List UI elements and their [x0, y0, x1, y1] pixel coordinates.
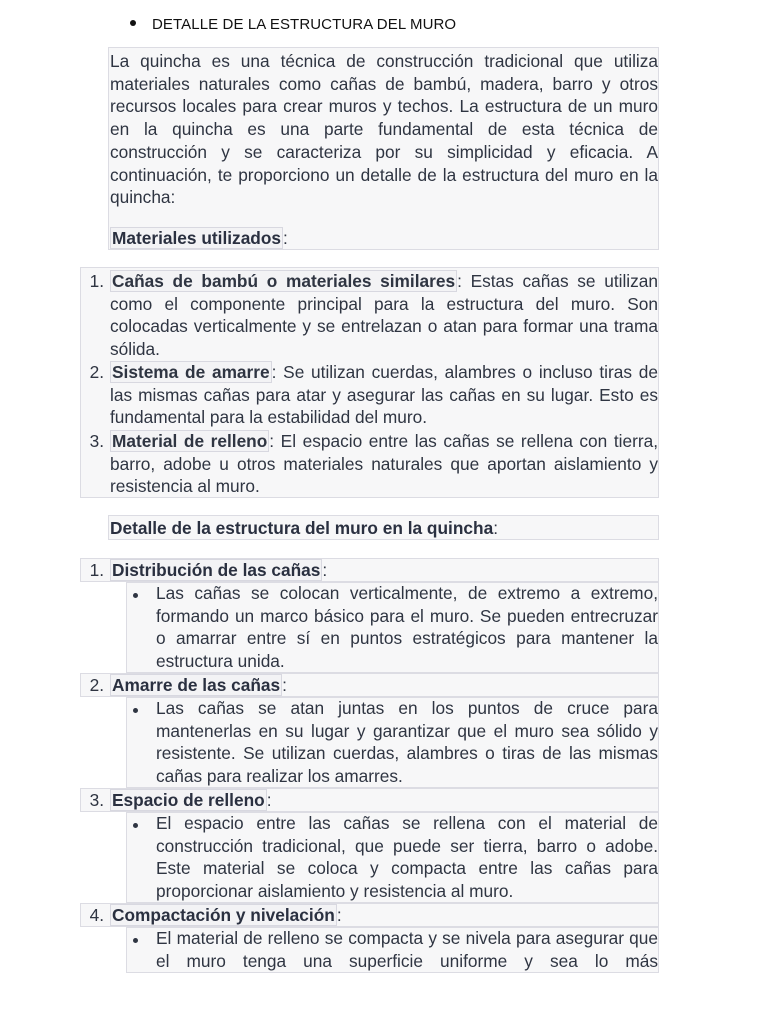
colon: :	[266, 790, 272, 810]
step-heading-2	[110, 674, 287, 697]
section-heading-text: DETALLE DE LA ESTRUCTURA DEL MURO	[152, 16, 457, 33]
bullet-dot-icon	[133, 823, 138, 828]
list-number: 3.	[89, 431, 104, 451]
list-item-materials-1	[110, 270, 658, 361]
intro-paragraph: La quincha es una técnica de construcción tradicional que utiliza materiales naturales como cañas de bambú, madera, barro y otros recursos locales para crear muros y techos. La estructura de un muro en la quincha es una parte fundamental de esta técnica de construcción y se caracteriza por su simplicidad y eficacia. A continuación, te proporciono un detalle de la estructura del muro en la quincha:	[110, 51, 658, 208]
materials-heading	[110, 227, 288, 250]
detail-heading-title: Detalle de la estructura del muro en la quincha	[110, 518, 494, 538]
list-item-materials-3	[110, 430, 658, 498]
step-bullet-text: El material de relleno se compacta y se nivela para asegurar que el muro tenga una superficie uniforme y sea lo más	[156, 928, 658, 971]
step-title: Espacio de relleno	[112, 790, 265, 810]
list-item-materials-2	[110, 361, 658, 429]
bullet-dot-icon	[133, 938, 138, 943]
list-item-text: : Estas cañas se utilizan como el componente principal para la estructura del muro. Son colocadas verticalmente y se entrelazan o atan para formar una trama sólida.	[110, 271, 658, 360]
list-number: 1.	[89, 271, 104, 291]
list-number: 2.	[89, 362, 104, 382]
list-item-text: : Se utilizan cuerdas, alambres o incluso tiras de las mismas cañas para atar y asegurar las cañas en su lugar. Esto es fundamental para la estabilidad del muro.	[110, 362, 658, 428]
bullet-dot-icon	[133, 708, 138, 713]
step-heading-1	[110, 559, 327, 582]
step-bullet-text: Las cañas se atan juntas en los puntos de cruce para mantenerlas en su lugar y garantizar que el muro sea sólido y resistente. Se utilizan cuerdas, alambres o tiras de las mismas cañas para realizar los amarres.	[156, 698, 658, 787]
step-title: Distribución de las cañas	[112, 560, 321, 580]
colon: :	[282, 675, 287, 695]
step-number: 1.	[89, 560, 104, 580]
step-title: Compactación y nivelación	[112, 905, 335, 925]
materials-heading-title: Materiales utilizados	[112, 228, 282, 248]
step-number: 3.	[89, 790, 104, 810]
step-heading-3	[110, 789, 272, 812]
step-number: 4.	[89, 905, 104, 925]
step-bullet-text: El espacio entre las cañas se rellena con el material de construcción tradicional, que puede ser tierra, barro o adobe. Este material se coloca y compacta entre las cañas para proporcionar aislamiento y resistencia al muro.	[156, 813, 658, 902]
step-heading-4	[110, 904, 342, 927]
list-item-title: Cañas de bambú o materiales similares	[112, 271, 456, 291]
list-item-title: Material de relleno	[112, 431, 268, 451]
detail-heading	[110, 517, 498, 540]
colon: :	[283, 228, 288, 248]
bullet-dot-icon	[130, 20, 136, 26]
list-item-title: Sistema de amarre	[112, 362, 270, 382]
colon: :	[493, 518, 498, 538]
step-number: 2.	[89, 675, 104, 695]
section-heading	[130, 16, 456, 33]
bullet-dot-icon	[133, 593, 138, 598]
list-item-text: : El espacio entre las cañas se rellena con tierra, barro, adobe u otros materiales naturales que aportan aislamiento y resistencia al muro.	[110, 431, 658, 497]
colon: :	[336, 905, 342, 925]
step-title: Amarre de las cañas	[112, 675, 281, 695]
colon: :	[322, 560, 328, 580]
step-bullet-text: Las cañas se colocan verticalmente, de extremo a extremo, formando un marco básico para el muro. Se pueden entrecruzar o amarrar entre sí en puntos estratégicos para mantener la estructura unida.	[156, 583, 658, 672]
